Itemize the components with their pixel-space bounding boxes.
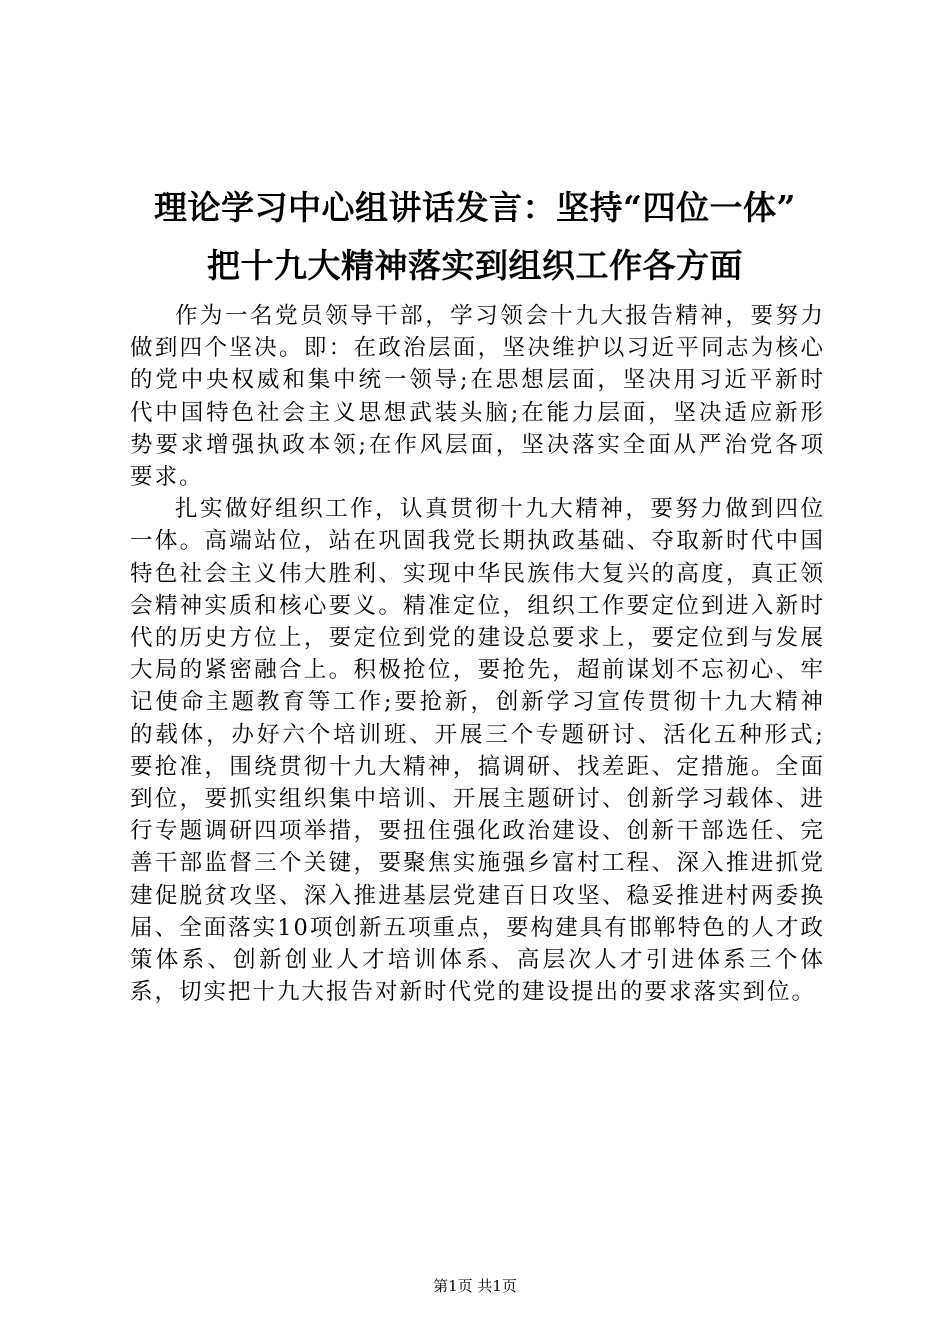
page-footer: 第1页 共1页: [433, 1277, 517, 1295]
paragraph-1: 作为一名党员领导干部，学习领会十九大报告精神，要努力做到四个坚决。即：在政治层面，坚决维护以习近平同志为核心的党中央权威和集中统一领导;在思想层面，坚决用习近平新时代中国特色社会主义思想武装头脑;在能力层面，坚决适应新形势要求增强执政本领;在作风层面，坚决落实全面从严治党各项要求。: [130, 303, 825, 491]
document-title-line-2: 把十九大精神落实到组织工作各方面: [207, 246, 743, 285]
document-title-line-1: 理论学习中心组讲话发言：坚持“四位一体”: [154, 188, 796, 227]
paragraph-2: 扎实做好组织工作，认真贯彻十九大精神，要努力做到四位一体。高端站位，站在巩固我党长期执政基础、夺取新时代中国特色社会主义伟大胜利、实现中华民族伟大复兴的高度，真正领会精神实质和核心要义。精准定位，组织工作要定位到进入新时代的历史方位上，要定位到党的建设总要求上，要定位到与发展大局的紧密融合上。积极抢位，要抢先，超前谋划不忘初心、牢记使命主题教育等工作;要抢新，创新学习宣传贯彻十九大精神的载体，办好六个培训班、开展三个专题研讨、活化五种形式;要抢准，围绕贯彻十九大精神，搞调研、找差距、定措施。全面到位，要抓实组织集中培训、开展主题研讨、创新学习载体、进行专题调研四项举措，要扭住强化政治建设、创新干部选任、完善干部监督三个关键，要聚焦实施强乡富村工程、深入推进抓党建促脱贫攻坚、深入推进基层党建百日攻坚、稳妥推进村两委换届、全面落实10项创新五项重点，要构建具有邯郸特色的人才政策体系、创新创业人才培训体系、高层次人才引进体系三个体系，切实把十九大报告对新时代党的建设提出的要求落实到位。: [130, 496, 825, 1006]
document-body: [130, 300, 825, 1008]
